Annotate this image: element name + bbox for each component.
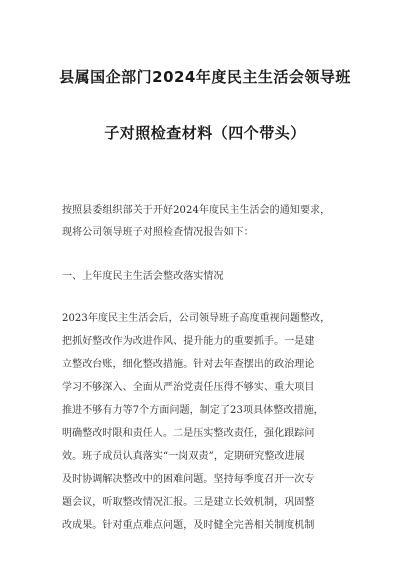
body-line: 改成果。针对重点难点问题，及时健全完善相关制度机制 — [62, 520, 315, 531]
body-line: 推进不够有力等7个方面问题，制定了23项具体整改措施， — [62, 405, 324, 416]
body-line: 效。班子成员认真落实“一岗双责”，定期研究整改进展 — [62, 451, 305, 462]
body-line: 2023年度民主生活会后，公司领导班子高度重视问题整改， — [62, 313, 331, 324]
body-line: 学习不够深入、全面从严治党责任压得不够实、重大项目 — [62, 382, 315, 393]
body-line: 及时协调解决整改中的困难问题。坚持每季度召开一次专 — [62, 474, 315, 485]
document-title-line-2: 子对照检查材料（四个带头） — [104, 124, 306, 142]
body-line: 立整改台账，细化整改措施。针对去年查摆出的政治理论 — [62, 359, 315, 370]
body-line: 明确整改时限和责任人。二是压实整改责任，强化跟踪问 — [62, 428, 315, 439]
body-line: 把抓好整改作为改进作风、提升能力的重要抓手。一是建 — [62, 336, 315, 347]
document-title-line-1: 县属国企部门2024年度民主生活会领导班 — [59, 68, 351, 86]
intro-line-1: 按照县委组织部关于开好2024年度民主生活会的通知要求， — [62, 205, 331, 216]
section-1-heading: 一、上年度民主生活会整改落实情况 — [62, 271, 224, 282]
intro-line-2: 现将公司领导班子对照检查情况报告如下： — [62, 227, 254, 238]
body-line: 题会议，听取整改情况汇报。三是建立长效机制，巩固整 — [62, 497, 315, 508]
